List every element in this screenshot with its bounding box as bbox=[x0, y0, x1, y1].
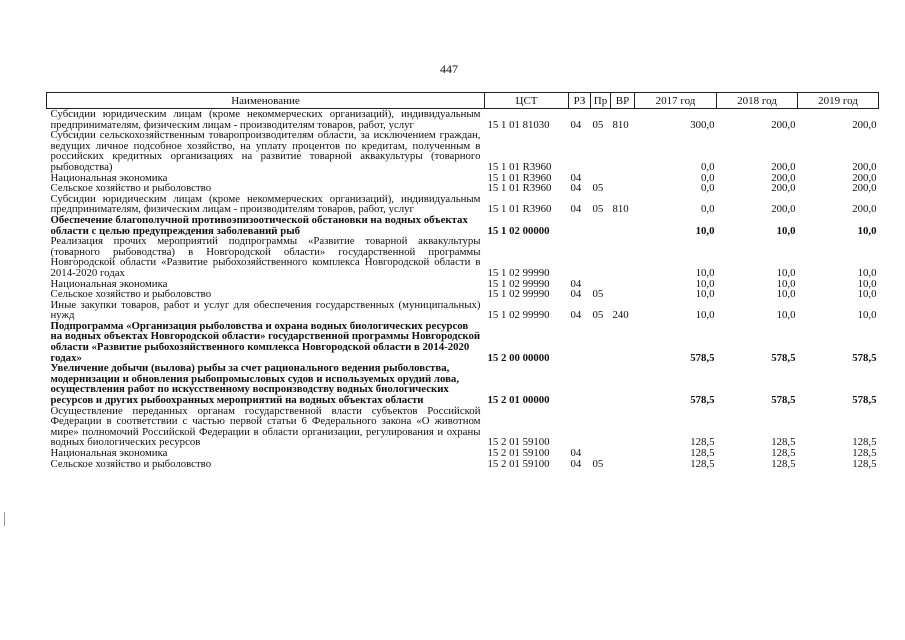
cell-2017: 128,5 bbox=[690, 436, 715, 449]
cell-pr: 05 bbox=[592, 457, 604, 470]
cell-2018: 10,0 bbox=[776, 224, 796, 237]
cell-2019: 128,5 bbox=[852, 447, 877, 459]
cell-cst: 15 1 01 R3960 bbox=[487, 203, 552, 216]
table-row bbox=[47, 130, 879, 172]
cell-rz bbox=[569, 236, 591, 278]
cell-2019: 578,5 bbox=[852, 394, 877, 407]
cell-2019: 200,0 bbox=[852, 160, 877, 173]
budget-table bbox=[46, 92, 879, 469]
cell-vr bbox=[611, 363, 635, 405]
cell-2017: 10,0 bbox=[695, 277, 715, 290]
cell-rz: 04 bbox=[570, 309, 582, 322]
page-number: 447 bbox=[440, 62, 458, 76]
cell-2018: 10,0 bbox=[776, 288, 796, 301]
cell-2018: 200,0 bbox=[771, 182, 796, 195]
cell-rz: 04 bbox=[570, 203, 582, 216]
header-2017: 2017 год bbox=[635, 93, 717, 109]
cell-2017: 0,0 bbox=[701, 171, 715, 184]
cell-pr bbox=[591, 321, 611, 363]
cell-cst: 15 2 01 59100 bbox=[487, 457, 550, 470]
cell-name: Подпрограмма «Организация рыболовства и охрана водных биологических ресурсов на водных объектах Новгородской области» государственной программы Новгородской области «Развитие рыбохозяйственного комплекса Новгородской области в 2014-2020 годах» bbox=[50, 319, 481, 364]
cell-cst: 15 2 01 59100 bbox=[487, 436, 550, 449]
cell-pr: 05 bbox=[592, 203, 604, 216]
cell-name: Субсидии юридическим лицам (кроме некоммерческих организаций), индивидуальным предпринимателям, физическим лицам - производителям товаров, работ, услуг bbox=[50, 108, 481, 131]
cell-rz bbox=[569, 406, 591, 448]
cell-vr bbox=[611, 459, 635, 470]
cell-2018: 200,0 bbox=[771, 118, 796, 131]
cell-rz: 04 bbox=[570, 457, 582, 470]
cell-2018: 128,5 bbox=[771, 447, 796, 459]
cell-cst: 15 1 01 81030 bbox=[487, 118, 550, 131]
cell-name: Сельское хозяйство и рыболовство bbox=[50, 182, 212, 195]
cell-rz: 04 bbox=[570, 447, 582, 459]
cell-pr bbox=[591, 363, 611, 405]
cell-2018: 128,5 bbox=[771, 436, 796, 449]
cell-pr bbox=[591, 236, 611, 278]
cell-2018: 200,0 bbox=[771, 160, 796, 173]
cell-vr bbox=[611, 130, 635, 172]
cell-name: Национальная экономика bbox=[50, 277, 168, 290]
header-cst: ЦСТ bbox=[485, 93, 569, 109]
cell-2019: 200,0 bbox=[852, 118, 877, 131]
cell-2017: 10,0 bbox=[695, 309, 715, 322]
cell-2019: 578,5 bbox=[852, 351, 877, 364]
cell-vr bbox=[611, 406, 635, 448]
header-2018: 2018 год bbox=[717, 93, 798, 109]
cell-2017: 300,0 bbox=[690, 118, 715, 131]
table-row bbox=[47, 300, 879, 321]
cell-cst: 15 2 00 00000 bbox=[487, 351, 550, 364]
cell-pr: 05 bbox=[592, 182, 604, 195]
cell-cst: 15 2 01 59100 bbox=[487, 447, 550, 459]
cell-2019: 10,0 bbox=[857, 288, 877, 301]
table-row bbox=[47, 321, 879, 363]
cell-pr: 05 bbox=[592, 118, 604, 131]
cell-2018: 10,0 bbox=[776, 277, 796, 290]
cell-rz bbox=[569, 363, 591, 405]
cell-rz bbox=[569, 215, 591, 236]
cell-vr bbox=[611, 183, 635, 194]
cell-name: Обеспечение благополучной противоэпизоотической обстановки на водных объектах области с целью предупреждения заболеваний рыб bbox=[50, 213, 468, 237]
table-row bbox=[47, 363, 879, 405]
table-row bbox=[47, 109, 879, 131]
cell-cst: 15 1 02 99990 bbox=[487, 309, 550, 322]
table-row bbox=[47, 459, 879, 470]
cell-vr: 810 bbox=[612, 203, 629, 216]
cell-vr bbox=[611, 236, 635, 278]
cell-name: Сельское хозяйство и рыболовство bbox=[50, 288, 212, 301]
cell-2017: 10,0 bbox=[695, 266, 715, 279]
cell-cst: 15 1 01 R3960 bbox=[487, 171, 552, 184]
header-vr: ВР bbox=[611, 93, 635, 109]
table-row bbox=[47, 236, 879, 278]
cell-rz: 04 bbox=[570, 171, 582, 184]
cell-2017: 10,0 bbox=[695, 288, 715, 301]
cell-vr: 240 bbox=[612, 309, 629, 322]
cell-2018: 200,0 bbox=[771, 171, 796, 184]
cell-2019: 128,5 bbox=[852, 436, 877, 449]
table-header-row bbox=[47, 93, 879, 109]
cell-2018: 578,5 bbox=[771, 394, 796, 407]
cell-vr bbox=[611, 279, 635, 290]
cell-name: Увеличение добычи (вылова) рыбы за счет рационального ведения рыболовства, модернизации и обновления рыбопромысловых судов и используемых орудий лова, осуществления работ по искусственному воспроизводству водных биологических ресурсов и других рыбоохранных мероприятий на водных объектах области bbox=[50, 362, 460, 407]
cell-cst: 15 1 01 R3960 bbox=[487, 160, 552, 173]
cell-2017: 0,0 bbox=[701, 182, 715, 195]
cell-pr: 05 bbox=[592, 288, 604, 301]
header-pr: Пр bbox=[591, 93, 611, 109]
cell-pr bbox=[591, 448, 611, 459]
header-name: Наименование bbox=[47, 93, 485, 109]
cell-vr: 810 bbox=[612, 118, 629, 131]
cell-name: Субсидии сельскохозяйственным товаропроизводителям области, за исключением граждан, ведущих личное подсобное хозяйство, на уплату процентов по кредитам, полученным в российских кредитных организациях на развитие товарной аквакультуры (товарного рыбоводства) bbox=[50, 129, 481, 173]
cell-2017: 128,5 bbox=[690, 457, 715, 470]
cell-vr bbox=[611, 321, 635, 363]
cell-rz: 04 bbox=[570, 277, 582, 290]
cell-cst: 15 1 02 99990 bbox=[487, 288, 550, 301]
cell-2019: 10,0 bbox=[857, 277, 877, 290]
cell-rz: 04 bbox=[570, 182, 582, 195]
cell-rz bbox=[569, 130, 591, 172]
cell-rz: 04 bbox=[570, 288, 582, 301]
cell-2017: 0,0 bbox=[701, 203, 715, 216]
table-body bbox=[47, 109, 879, 470]
cell-2019: 128,5 bbox=[852, 457, 877, 470]
cell-vr bbox=[611, 173, 635, 184]
cell-2017: 578,5 bbox=[690, 351, 715, 364]
cell-2019: 200,0 bbox=[852, 171, 877, 184]
cell-pr bbox=[591, 130, 611, 172]
table-row bbox=[47, 215, 879, 236]
cell-2018: 578,5 bbox=[771, 351, 796, 364]
cell-2017: 10,0 bbox=[695, 224, 715, 237]
cell-name: Реализация прочих мероприятий подпрограммы «Развитие товарной аквакультуры (товарного рыбоводства) в Новгородской области» государственной программы Новгородской области «Развитие рыбохозяйственного комплекса Новгородской области в 2014-2020 годах bbox=[50, 235, 481, 279]
cell-2019: 10,0 bbox=[857, 309, 877, 322]
cell-2018: 200,0 bbox=[771, 203, 796, 216]
cell-2017: 578,5 bbox=[690, 394, 715, 407]
header-2019: 2019 год bbox=[798, 93, 879, 109]
cell-2019: 10,0 bbox=[857, 224, 877, 237]
cell-name: Иные закупки товаров, работ и услуг для обеспечения государственных (муниципальных) нужд bbox=[50, 298, 481, 322]
cell-rz: 04 bbox=[570, 118, 582, 131]
cell-2017: 0,0 bbox=[701, 160, 715, 173]
cell-pr bbox=[591, 406, 611, 448]
cell-2018: 10,0 bbox=[776, 309, 796, 322]
cell-2019: 10,0 bbox=[857, 266, 877, 279]
cell-name: Национальная экономика bbox=[50, 171, 168, 184]
cell-2017: 128,5 bbox=[690, 447, 715, 459]
cell-2018: 128,5 bbox=[771, 457, 796, 470]
cell-name: Национальная экономика bbox=[50, 447, 168, 459]
cell-vr bbox=[611, 289, 635, 300]
cell-name: Осуществление переданных органам государственной власти субъектов Российской Федерации в соответствии с частью первой статьи 6 Федерального закона «О животном мире» полномочий Российской Федерации в области организации, регулирования и охраны водных биологических ресурсов bbox=[50, 404, 481, 449]
cell-2019: 200,0 bbox=[852, 203, 877, 216]
table-row bbox=[47, 448, 879, 459]
cell-name: Сельское хозяйство и рыболовство bbox=[50, 457, 212, 470]
cell-pr: 05 bbox=[592, 309, 604, 322]
cell-vr bbox=[611, 215, 635, 236]
cell-name: Субсидии юридическим лицам (кроме некоммерческих организаций), индивидуальным предпринимателям, физическим лицам - производителям товаров, работ, услуг bbox=[50, 192, 481, 216]
cell-cst: 15 1 02 00000 bbox=[487, 224, 550, 237]
cell-2019: 200,0 bbox=[852, 182, 877, 195]
cell-cst: 15 1 02 99990 bbox=[487, 266, 550, 279]
cell-cst: 15 2 01 00000 bbox=[487, 394, 550, 407]
cell-2018: 10,0 bbox=[776, 266, 796, 279]
table-row bbox=[47, 406, 879, 448]
cell-cst: 15 1 01 R3960 bbox=[487, 182, 552, 195]
cell-pr bbox=[591, 215, 611, 236]
cell-vr bbox=[611, 448, 635, 459]
cell-cst: 15 1 02 99990 bbox=[487, 277, 550, 290]
header-rz: РЗ bbox=[569, 93, 591, 109]
table-row bbox=[47, 194, 879, 215]
cell-rz bbox=[569, 321, 591, 363]
margin-mark bbox=[4, 512, 5, 526]
